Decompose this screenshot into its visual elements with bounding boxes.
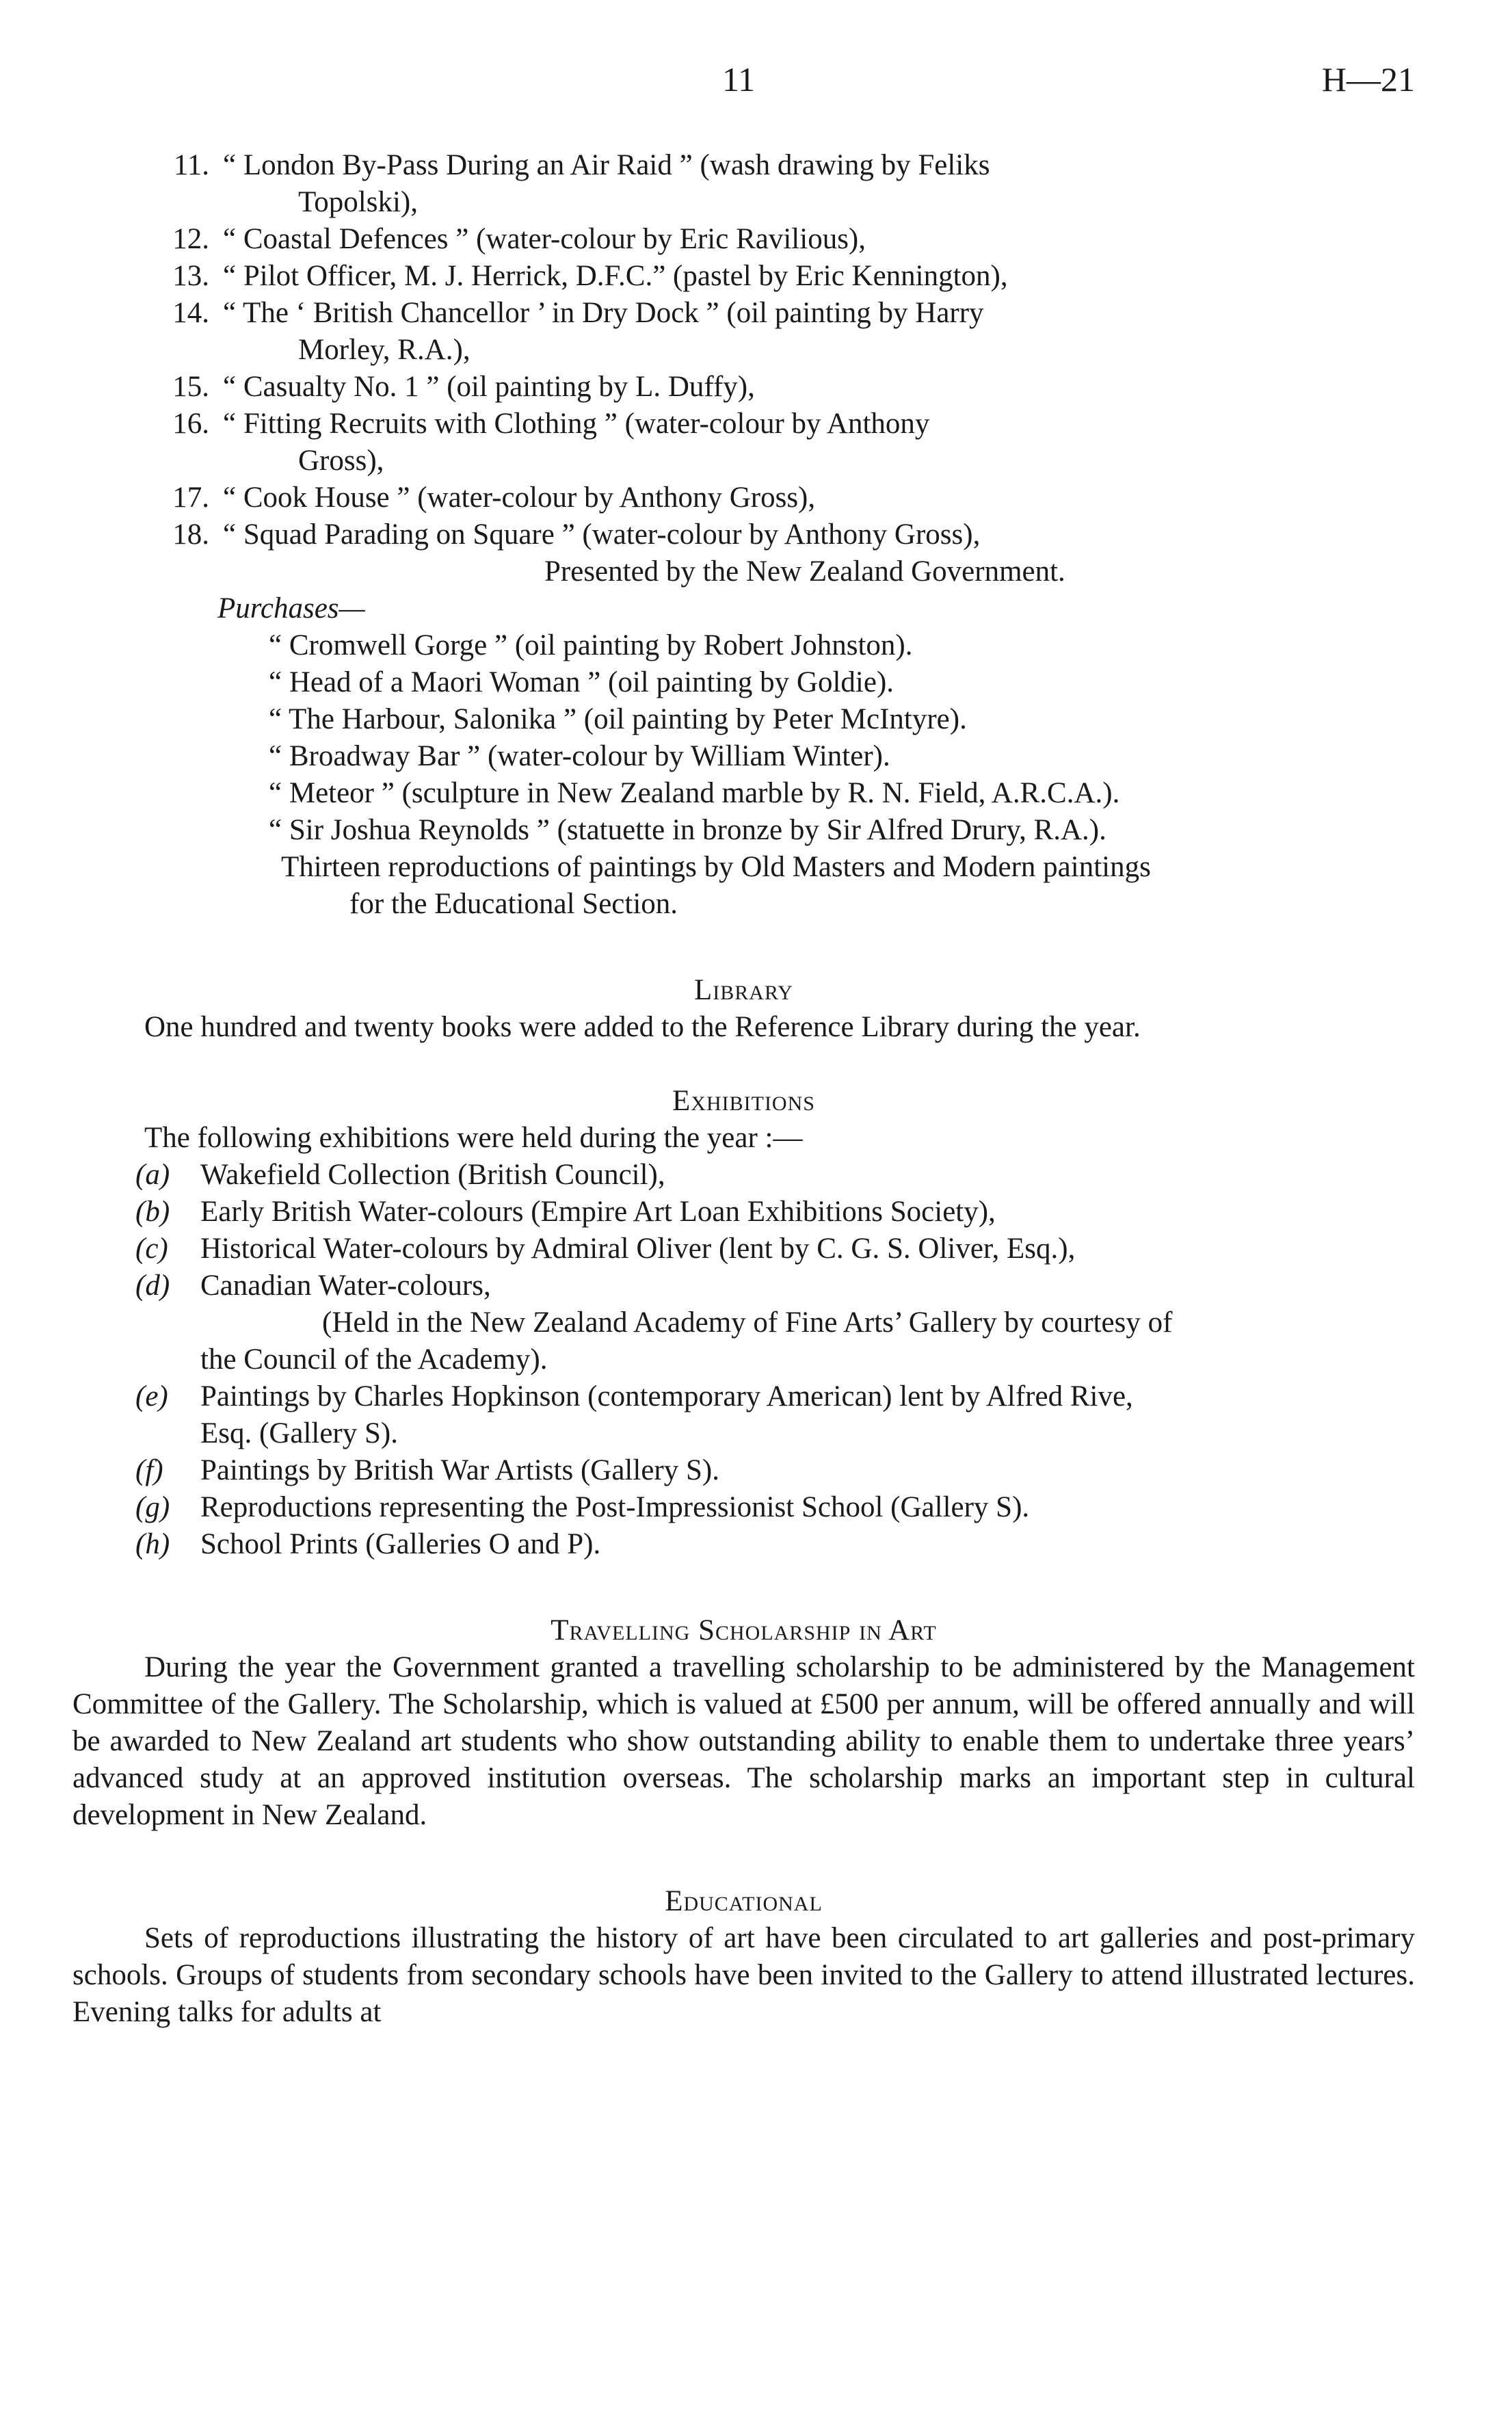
document-code: H—21 bbox=[1321, 60, 1415, 98]
list-item: 13. “ Pilot Officer, M. J. Herrick, D.F.C.” (pastel by Eric Kennington), bbox=[172, 260, 1008, 292]
list-item: 16. “ Fitting Recruits with Clothing ” (water-colour by Anthony Gross), bbox=[172, 408, 930, 477]
exhibitions-list bbox=[72, 1157, 1415, 1563]
list-item: “ Meteor ” (sculpture in New Zealand marble by R. N. Field, A.R.C.A.). bbox=[269, 777, 1120, 809]
library-paragraph: One hundred and twenty books were added to the Reference Library during the year. bbox=[144, 1011, 1141, 1043]
list-item: (g) Reproductions representing the Post-Impressionist School (Gallery S). bbox=[135, 1491, 1030, 1523]
list-item: “ Sir Joshua Reynolds ” (statuette in bronze by Sir Alfred Drury, R.A.). bbox=[269, 814, 1106, 846]
purchases-list bbox=[72, 627, 1415, 923]
exhibitions-intro: The following exhibitions were held during the year :— bbox=[144, 1122, 803, 1154]
list-item: “ The Harbour, Salonika ” (oil painting by Peter McIntyre). bbox=[269, 703, 967, 735]
list-item: (f) Paintings by British War Artists (Gallery S). bbox=[135, 1454, 719, 1486]
scholarship-paragraph: During the year the Government granted a travelling scholarship to be administered by the Management Committee of the Gallery. The Scholarship, which is valued at £500 per annum, will be offered annually and will be awarded to New Zealand art students who show outstanding ability to enable them to undertake three years’ advanced study at an approved institution overseas. The scholarship marks an important step in cultural development in New Zealand. bbox=[72, 1651, 1415, 1831]
list-item: 12. “ Coastal Defences ” (water-colour by Eric Ravilious), bbox=[172, 223, 866, 255]
list-item: 15. “ Casualty No. 1 ” (oil painting by L. Duffy), bbox=[172, 371, 755, 403]
list-item: 17. “ Cook House ” (water-colour by Anthony Gross), bbox=[172, 482, 816, 514]
list-item: 18. “ Squad Parading on Square ” (water-colour by Anthony Gross), bbox=[172, 518, 981, 551]
section-heading-library: Library bbox=[694, 974, 793, 1006]
list-item: (b) Early British Water-colours (Empire Art Loan Exhibitions Society), bbox=[135, 1196, 996, 1228]
list-item: 14. “ The ‘ British Chancellor ’ in Dry Dock ” (oil painting by Harry Morley, R.A.), bbox=[172, 297, 984, 366]
page-content bbox=[72, 147, 1415, 2031]
list-item: “ Head of a Maori Woman ” (oil painting by Goldie). bbox=[269, 666, 894, 698]
list-item: (d) Canadian Water-colours, bbox=[135, 1270, 491, 1302]
list-item: (c) Historical Water-colours by Admiral Oliver (lent by C. G. S. Oliver, Esq.), bbox=[135, 1233, 1076, 1265]
list-item: (e) Paintings by Charles Hopkinson (contemporary American) lent by Alfred Rive, Esq. (Gallery S). bbox=[135, 1380, 1133, 1449]
list-item: “ Cromwell Gorge ” (oil painting by Robert Johnston). bbox=[269, 629, 913, 661]
list-item: (h) School Prints (Galleries O and P). bbox=[135, 1528, 601, 1560]
list-item: Thirteen reproductions of paintings by Old Masters and Modern paintings for the Educational Section. bbox=[281, 851, 1151, 920]
section-heading-exhibitions: Exhibitions bbox=[672, 1085, 815, 1117]
list-item: 11. “ London By-Pass During an Air Raid ” (wash drawing by Feliks Topolski), bbox=[173, 149, 990, 218]
section-heading-scholarship: Travelling Scholarship in Art bbox=[551, 1614, 937, 1646]
works-list bbox=[72, 147, 1415, 553]
section-heading-educational: Educational bbox=[665, 1885, 823, 1917]
presented-note: Presented by the New Zealand Government. bbox=[544, 555, 1065, 588]
educational-paragraph: Sets of reproductions illustrating the history of art have been circulated to art galleries and post-primary schools. Groups of students from secondary schools have been invited to the Gallery to attend illustrated lectures. Evening talks for adults at bbox=[72, 1922, 1415, 2028]
page-number: 11 bbox=[722, 60, 756, 98]
exhibition-note: (Held in the New Zealand Academy of Fine Arts’ Gallery by courtesy of the Council of the Academy). bbox=[200, 1306, 1173, 1376]
list-item: “ Broadway Bar ” (water-colour by William Winter). bbox=[269, 740, 890, 772]
list-item: (a) Wakefield Collection (British Council), bbox=[135, 1159, 665, 1191]
purchases-label: Purchases— bbox=[217, 592, 365, 625]
